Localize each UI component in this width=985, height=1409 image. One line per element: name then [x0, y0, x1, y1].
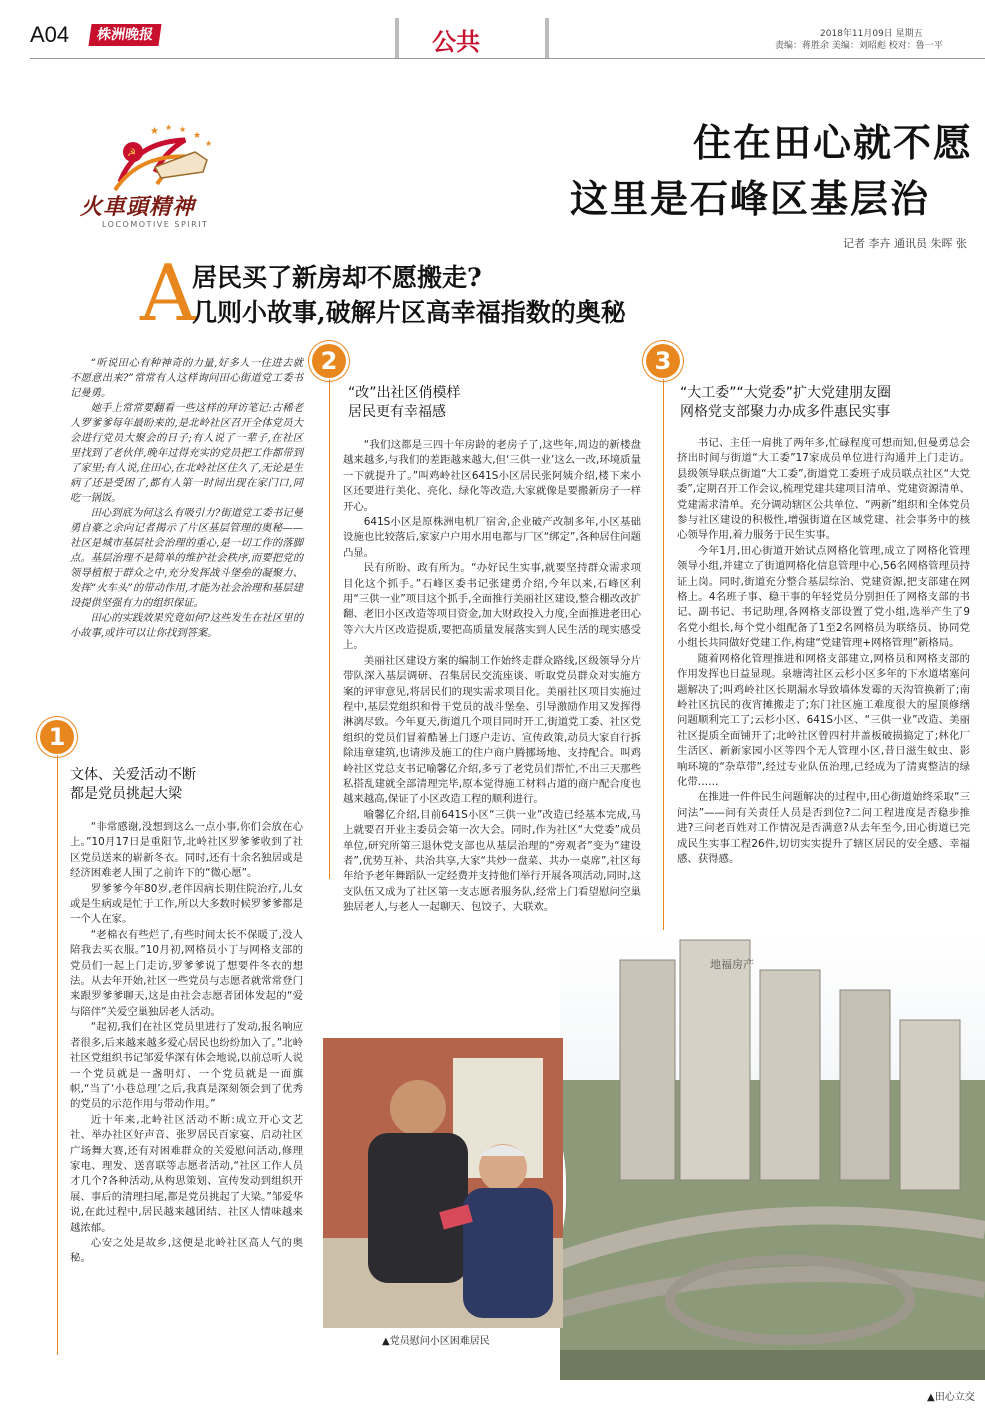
- section-title: 公共: [432, 27, 480, 56]
- svg-text:★: ★: [165, 123, 173, 132]
- section-2-heading-line-2: 居民更有幸福感: [348, 404, 446, 420]
- body-paragraph: 罗爹爹今年80岁,老伴因病长期住院治疗,儿女或是生病或是忙于工作,所以大多数时候罗爹爹都是一个人在家。: [70, 882, 303, 926]
- section-1-heading-line-1: 文体、关爱活动不断: [70, 767, 196, 783]
- part-letter: A: [140, 249, 197, 339]
- body-paragraph: “非常感谢,没想到这么一点小事,你们会放在心上。”10月17日是重阳节,北岭社区罗爹爹收到了社区党员送来的崭新冬衣。同时,还有十余名独居或是经济困难老人围了之前许下的“微心愿”。: [70, 821, 303, 880]
- body-paragraph: 喻馨亿介绍,目前641S小区“三供一业”改造已经基本完成,马上就要召开业主委员会第一次大会。同时,作为社区“大党委”成员单位,研究所第三退休党支部也从基层治理的“旁观者”变为“建设者”,优势互补、共治共享,大家“共炒一盘菜、共办一桌席”,社区每年给予老年舞蹈队一定经费并支持他们举行开展各项活动,同时,这支队伍又成为了社区第一支志愿者服务队,经常上门看望慰问空巢独居老人,与老人一起聊天、包饺子、大联欢。: [343, 808, 641, 914]
- section-2-body: [343, 438, 641, 914]
- issue-date: 2018年11月09日 星期五: [820, 29, 923, 39]
- subhead-line-2: 几则小故事,破解片区高幸福指数的奥秘: [192, 298, 626, 327]
- section-rule-1: [57, 755, 58, 1355]
- intro-text: [70, 356, 303, 711]
- page-number: A04: [30, 22, 70, 47]
- section-2-heading: [348, 384, 461, 422]
- visit-resident-photo: [320, 1035, 566, 1331]
- intro-paragraph: 她手上常常要翻看一些这样的拜访笔记:古稀老人罗爹爹每年最盼来的,是北岭社区召开全体党员大会进行党员大聚会的日子;有人说了一辈子,在社区里找到了老伙伴,晚年过得充实的党员把工作都带到了家里;有人说,住田心,在北岭社区住久了,无论是生病了还是受困了,都有人第一时间出现在家门口,同吃一锅饭。: [70, 402, 303, 504]
- intro-paragraph: 田心到底为何这么有吸引力?街道党工委书记曼勇自豪之余向记者揭示了片区基层管理的奥秘——社区是城市基层社会治理的重心,是一切工作的落脚点。基层治理不是简单的维护社会秩序,而要把党的领导植根于群众之中,充分发挥战斗堡垒的凝聚力、发挥“火车头”的带动作用,才能为社会治理和基层建设提供坚强有力的组织保证。: [70, 507, 303, 609]
- section-3-heading-line-2: 网格党支部聚力办成多件惠民实事: [680, 404, 890, 420]
- body-paragraph: 近十年来,北岭社区活动不断:成立开心文艺社、举办社区好声音、张罗居民百家宴、启动社区广场舞大赛,还有对困难群众的关爱慰问活动,修理家电、理发、送喜联等志愿者活动,“社区工作人员才几个?各种活动,从构思策划、宣传发动到组织开展、事后的清理扫尾,都是党员挑起了大梁。”邹爱华说,在此过程中,居民越来越团结、社区人情味越来越浓郁。: [70, 1113, 303, 1234]
- section-1-heading: [70, 766, 196, 804]
- city-photo-caption: ▲田心立交: [925, 1388, 977, 1403]
- headline-line-2: 这里是石峰区基层治: [570, 177, 931, 221]
- byline: 记者 李卉 通讯员 朱晖 张: [843, 237, 967, 250]
- person-photo-caption: ▲党员慰问小区困难居民: [380, 1332, 492, 1347]
- section-3-heading: [680, 384, 891, 422]
- tower-building: [680, 940, 750, 1180]
- body-paragraph: 随着网格化管理推进和网格支部建立,网格员和网格支部的作用发挥也日益显现。泉塘湾社区云杉小区多年的下水道堵塞问题解决了;叫鸡岭社区长期漏水导致墙体发霉的天沟管换新了;南岭社区抗民的夜宵摊搬走了;东门社区施工难度很大的屋顶修缮问题顺利完工了;云杉小区、641S小区、“三供一业”改造、美丽社区提质全面铺开了;北岭社区曾四村井盖板破损搞定了;林化厂生活区、新新家园小区等四个无人管理小区,昔日滋生蚊虫、影响环境的“杂草带”,经过专业队伍治理,已经成为了清爽整洁的绿化带……: [677, 652, 970, 788]
- body-paragraph: 民有所盼、政有所为。“办好民生实事,就要坚持群众需求项目化这个抓手。”石峰区委书记张建勇介绍,今年以来,石峰区利用“三供一业”项目这个抓手,全面推行美丽社区建设,整合棚改改扩翻、老旧小区改造等项目资金,加大财政投入力度,全面推进老田心等六大片区改造提质,要把高质量发展落实到人民生活的现实感受上。: [343, 562, 641, 652]
- intro-paragraph: “听说田心有种神奇的力量,好多人一住进去就不愿意出来?”常常有人这样询问田心街道党工委书记曼勇。: [70, 357, 303, 399]
- body-paragraph: “老棉衣有些烂了,有些时间太长不保暖了,没人陪我去买衣服。”10月初,网格员小丁与网格支部的党员们一起上门走访,罗爹爹说了想要件冬衣的想法。从去年开始,社区一些党员与志愿者就常常登门来跟罗爹爹聊天,这是由社会志愿者团体发起的“爱与陪伴”关爱空巢独居老人活动。: [70, 928, 303, 1018]
- body-paragraph: “我们这都是三四十年房龄的老房子了,这些年,周边的新楼盘越来越多,与我们的差距越来越大,但‘三供一业’这么一改,环境质量一下就提升了。”叫鸡岭社区641S小区居民张阿姨介绍,楼下来小区还要进行美化、亮化、绿化等改造,大家就像是要搬新房子一样开心。: [343, 439, 641, 513]
- body-paragraph: 641S小区是原株洲电机厂宿舍,企业破产改制多年,小区基础设施也比较落后,家家户户用水用电都与厂区“绑定”,各种居住问题凸显。: [343, 516, 641, 559]
- body-paragraph: 美丽社区建设方案的编制工作始终走群众路线,区级领导分片带队深入基层调研、召集居民交流座谈、听取党员群众对实施方案的评审意见,将居民们的现实需求项目化。美丽社区项目实施过程中,基层党组织和骨干党员的战斗堡垒、引导激励作用又发挥得淋漓尽致。今年夏天,街道几个项目同时开工,街道党工委、社区党组织的党员们冒着酷暑上门逐户走访、宣传政策,动员大家自行拆除违章建筑,也请涉及施工的住户商户腾挪场地、支持配合。叫鸡岭社区党总支书记喻馨亿介绍,多亏了老党员们帮忙,不出三天那些私搭乱建就全部清理完毕,原本觉得施工材料占道的商户配合度也越来越高,保证了小区改造工程的顺利进行。: [343, 654, 641, 806]
- tower-building: [900, 1020, 960, 1190]
- section-number-2: 2: [312, 344, 346, 378]
- body-paragraph: 今年1月,田心街道开始试点网格化管理,成立了网格化管理领导小组,并建立了街道网格化信息管理中心,56名网格管理员持证上岗。同时,街道充分整合基层综治、党建资源,把支部建在网格上。4名班子事、稳干事的年轻党员分别担任了网格支部的书记、副书记、书记助理,各网格支部设置了党小组,选举产生了9名党小组长,每个党小组配备了1至2名网格员为联络员、协同党小组长共同做好党建工作,构建“党建管理+网格管理”新格局。: [677, 544, 970, 650]
- section-number-1: 1: [40, 720, 74, 754]
- section-1-body: [70, 820, 303, 1350]
- section-number-3: 3: [646, 344, 680, 378]
- body-paragraph: 心安之处是故乡,这便是北岭社区高人气的奥秘。: [70, 1236, 303, 1265]
- section-rule-3: [663, 379, 664, 934]
- body-paragraph: 书记、主任一肩挑了两年多,忙碌程度可想而知,但曼勇总会挤出时间与街道“大工委”17家成员单位进行沟通并上门走访。县级领导联点街道“大工委”,街道党工委班子成员联点社区“大党委”,定期召开工作会议,梳理党建共建项目清单、党建资源清单、党建需求清单。充分调动辖区公共单位、“两新”组织和全体党员参与社区建设的积极性,增强街道在区域党建、社会事务中的核心领导作用,着力服务于民生实事。: [677, 437, 970, 542]
- section-rule-2: [329, 379, 330, 879]
- svg-text:★: ★: [150, 126, 159, 137]
- body-paragraph: “起初,我们在社区党员里进行了发动,报名响应者很多,后来越来越多爱心居民也纷纷加入了。”北岭社区党组织书记邹爱华深有体会地说,以前总听人说一个党员就是一盏明灯、一个党员就是一面旗帜,“当了‘小巷总理’之后,我真是深刻领会到了优秀的党员的示范作用与带动作用。”: [70, 1021, 303, 1111]
- section-bar-right: [545, 18, 549, 58]
- logo-chinese-text: 火車頭精神: [80, 194, 196, 220]
- logo-english-text: LOCOMOTIVE SPIRIT: [102, 220, 209, 229]
- foreground-trees: [560, 1350, 985, 1380]
- section-3-heading-line-1: “大工委”“大党委”扩大党建朋友圈: [680, 385, 892, 401]
- section-2-heading-line-1: “改”出社区俏模样: [348, 385, 461, 401]
- tower-building: [760, 970, 820, 1180]
- party-member-body: [368, 1133, 468, 1283]
- city-interchange-photo: [560, 930, 985, 1380]
- newspaper-name: 株洲晚报: [88, 24, 161, 46]
- tower-building: [840, 990, 890, 1180]
- building-sign: 地福房产: [710, 958, 754, 971]
- tower-building: [620, 960, 675, 1180]
- svg-text:★: ★: [193, 131, 202, 141]
- party-member-head: [390, 1080, 446, 1136]
- section-3-body: [677, 436, 970, 931]
- editor-credits: 责编：蒋胜余 美编：刘昭彪 校对：鲁一平: [775, 41, 943, 51]
- header-divider: [30, 58, 985, 59]
- hammer-sickle-icon: ☭: [127, 148, 136, 159]
- elderly-resident-body: [463, 1188, 553, 1318]
- headline-line-1: 住在田心就不愿: [693, 121, 974, 165]
- body-paragraph: 在推进一件件民生问题解决的过程中,田心街道始终采取“三问法”——问有关责任人员是否到位?二问工程进度是否稳步推进?三问老百姓对工作情况是否满意?从去年至今,田心街道已完成民生实事工程26件,切切实实提升了辖区居民的安全感、幸福感、获得感。: [677, 791, 970, 865]
- section-1-heading-line-2: 都是党员挑起大梁: [70, 786, 182, 802]
- intro-paragraph: 田心的实践效果究竟如何?这些发生在社区里的小故事,或许可以让你找到答案。: [70, 612, 303, 639]
- subhead-line-1: 居民买了新房却不愿搬走?: [192, 263, 482, 292]
- section-bar-left: [395, 18, 399, 58]
- svg-text:★: ★: [179, 125, 187, 134]
- svg-text:★: ★: [205, 139, 213, 148]
